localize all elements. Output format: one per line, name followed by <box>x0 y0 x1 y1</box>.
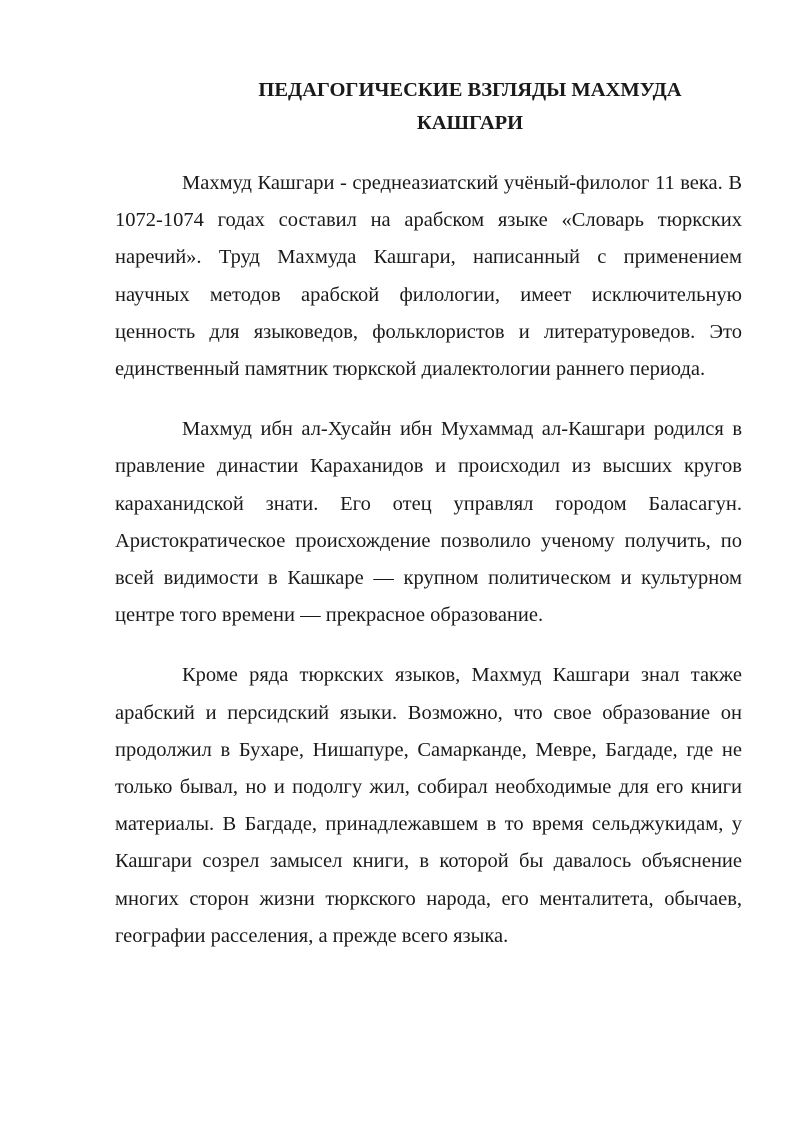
document-title <box>220 74 720 140</box>
title-line-1: ПЕДАГОГИЧЕСКИЕ ВЗГЛЯДЫ МАХМУДА <box>258 79 682 101</box>
document-body <box>115 165 742 978</box>
title-line-2: КАШГАРИ <box>416 112 524 134</box>
paragraph-3: Кроме ряда тюркских языков, Махмуд Кашгари знал также арабский и персидский языки. Возможно, что свое образование он продолжил в Бухаре, Нишапуре, Самарканде, Мевре, Багдаде, где не только бывал, но и подолгу жил, собирал необходимые для его книги материалы. В Багдаде, принадлежавшем в то время сельджукидам, у Кашгари созрел замысел книги, в которой бы давалось объяснение многих сторон жизни тюркского народа, его менталитета, обычаев, географии расселения, а прежде всего языка. <box>115 664 742 947</box>
paragraph-2: Махмуд ибн ал-Хусайн ибн Мухаммад ал-Кашгари родился в правление династии Караханидов и происходил из высших кругов караханидской знати. Его отец управлял городом Баласагун. Аристократическое происхождение позволило ученому получить, по всей видимости в Кашкаре — крупном политическом и культурном центре того времени — прекрасное образование. <box>115 418 742 627</box>
paragraph-1: Махмуд Кашгари - среднеазиатский учёный-филолог 11 века. В 1072-1074 годах составил на арабском языке «Словарь тюркских наречий». Труд Махмуда Кашгари, написанный с применением научных методов арабской филологии, имеет исключительную ценность для языковедов, фольклористов и литературоведов. Это единственный памятник тюркской диалектологии раннего периода. <box>115 172 742 381</box>
